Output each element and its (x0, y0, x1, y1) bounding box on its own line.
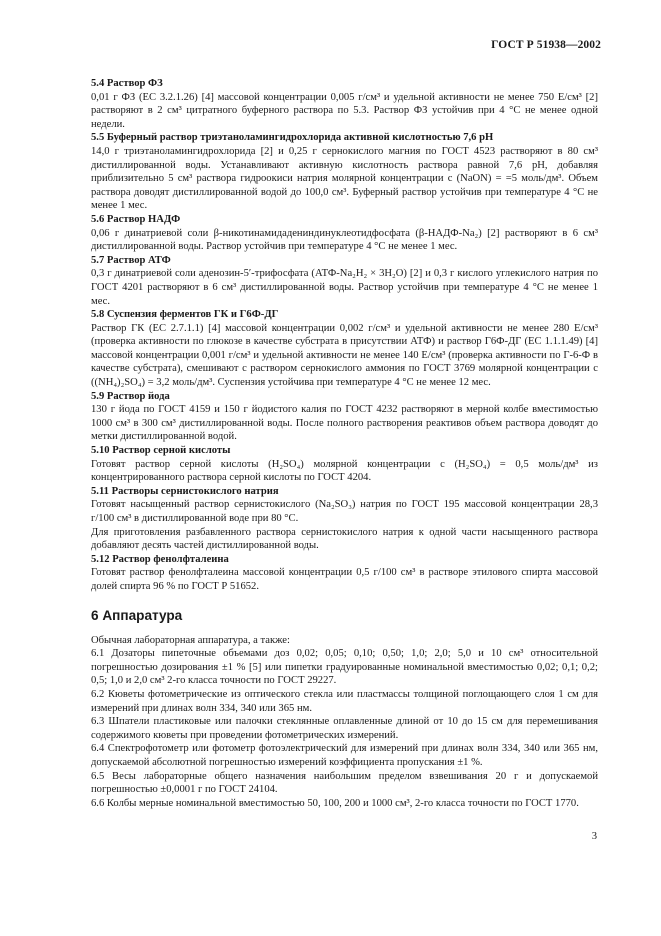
section-heading: 5.4 Раствор ФЗ (91, 78, 163, 89)
paragraph: 6.4 Спектрофотометр или фотометр фотоэлектрический для измерений при длинах волн 334, 340 или 365 нм, допускаемой абсолютной погрешностью измерений коэффициента пропускания ±1 %. (91, 743, 598, 768)
section-heading: 5.12 Раствор фенолфталеина (91, 553, 229, 565)
paragraph: 0,3 г динатриевой соли аденозин-5′-трифосфата (АТФ-Na₂H₂ × 3H₂O) [2] и 0,3 г кислого углекислого натрия по ГОСТ 4201 растворяют в 6 см³ дистиллированной воды. Раствор устойчив при температуре 4 °С не менее 1 мес. (91, 268, 598, 307)
paragraph: 6.5 Весы лабораторные общего назначения наибольшим пределом взвешивания 20 г и допускаемой погрешностью ±0,0001 г по ГОСТ 24104. (91, 770, 598, 796)
paragraph: 0,06 г динатриевой соли β-никотинамидадениндинуклеотидфосфата (β-НАДФ-Na₂) [2] растворяют в 6 см³ дистиллированной воды. Раствор устойчив при температуре 4 °С не менее 1 мес. (91, 227, 598, 253)
paragraph: 14,0 г триэтаноламингидрохлорида [2] и 0,25 г сернокислого магния по ГОСТ 4523 растворяют в 80 см³ дистиллированной воды. Устанавливают активную кислотность раствора равной 7,6 рН, добавляя приблизительно 5 см³ раствора гидроокиси натрия молярной концентрации c (NaON) = =5 моль/дм³. Объем раствора доводят дистиллированной водой до 100,0 см³. Буферный раствор устойчив при температуре 4 °С не менее 1 мес. (91, 145, 598, 212)
paragraph: 6.6 Колбы мерные номинальной вместимостью 50, 100, 200 и 1000 см³, 2-го класса точности по ГОСТ 1770. (91, 797, 579, 809)
paragraph: 130 г йода по ГОСТ 4159 и 150 г йодистого калия по ГОСТ 4232 растворяют в мерной колбе вместимостью 1000 см³ в 300 см³ дистиллированной воды. После полного растворения реактивов объем раствора доводят до метки дистиллированной водой. (91, 404, 598, 443)
paragraph: 6.2 Кюветы фотометрические из оптического стекла или пластмассы толщиной поглощающего слоя 1 см для измерений при длинах волн 334, 340 или 365 нм. (91, 688, 598, 714)
section-heading: 5.11 Растворы сернистокислого натрия (91, 485, 279, 497)
section-heading: 5.6 Раствор НАДФ (91, 213, 181, 225)
section-heading: 5.5 Буферный раствор триэтаноламингидрохлорида активной кислотностью 7,6 рН (91, 132, 494, 144)
paragraph: 6.1 Дозаторы пипеточные объемами доз 0,02; 0,05; 0,10; 0,50; 1,0; 2,0; 5,0 и 10 см³ относительной погрешностью дозирования ±1 % [5] или пипетки градуированные номинальной вместимостью 0,02; 0,1; 0,2; 0,5; 1,0 и 2,0 см³ 2-го класса точности по ГОСТ 29227. (91, 648, 598, 687)
document-header: ГОСТ Р 51938—2002 (491, 39, 601, 51)
paragraph: Готовят раствор серной кислоты (H₂SO₄) молярной концентрации c (H₂SO₄) = 0,5 моль/дм³ из концентрированного раствора серной кислоты по ГОСТ 4204. (91, 458, 598, 484)
paragraph: Обычная лабораторная аппаратура, а также: (91, 634, 290, 646)
paragraph: Для приготовления разбавленного раствора сернистокислого натрия к одной части насыщенного раствора добавляют десять частей дистиллированной воды. (91, 526, 598, 552)
section-heading: 5.9 Раствор йода (91, 390, 170, 402)
paragraph: 0,01 г ФЗ (ЕС 3.2.1.26) [4] массовой концентрации 0,005 г/см³ и удельной активности не менее 750 Е/см³ [2] растворяют в 2 см³ цитратного буферного раствора по 5.3. Раствор ФЗ устойчив при 4 °С не менее одной недели. (91, 91, 598, 130)
section-heading: 5.10 Раствор серной кислоты (91, 445, 231, 457)
page-number: 3 (591, 831, 597, 842)
paragraph: Раствор ГК (ЕС 2.7.1.1) [4] массовой концентрации 0,002 г/см³ и удельной активности не менее 280 Е/см³ (проверка активности по глюкозе в качестве субстрата в присутствии АТФ) и раствор Г6Ф-ДГ (ЕС 1.1.1.49) [4] массовой концентрации 0,001 г/см³ и удельной активности не менее 140 Е/см³ (проверка активности по Г-6-Ф в качестве субстрата), смешивают с раствором сернокислого аммония по ГОСТ 3769 молярной концентрации c ((NH₄)₂SO₄) = 3,2 моль/дм³. Суспензия устойчива при температуре 4 °С не менее 12 мес. (91, 322, 598, 389)
paragraph: Готовят насыщенный раствор сернистокислого (Na₂SO₃) натрия по ГОСТ 195 массовой концентрации 28,3 г/100 см³ в дистиллированной воде при 80 °С. (91, 499, 598, 524)
paragraph: 6.3 Шпатели пластиковые или палочки стеклянные оплавленные длиной от 10 до 15 см для перемешивания содержимого кюветы при проведении фотометрических измерений. (91, 716, 598, 741)
paragraph: Готовят раствор фенолфталеина массовой концентрации 0,5 г/100 см³ в растворе этилового спирта массовой долей спирта 96 % по ГОСТ Р 51652. (91, 567, 598, 592)
section-heading: 5.7 Раствор АТФ (91, 254, 171, 266)
page-content (91, 77, 598, 810)
section-heading: 5.8 Суспензия ферментов ГК и Г6Ф-ДГ (91, 309, 279, 321)
chapter-title: 6 Аппаратура (91, 607, 183, 623)
